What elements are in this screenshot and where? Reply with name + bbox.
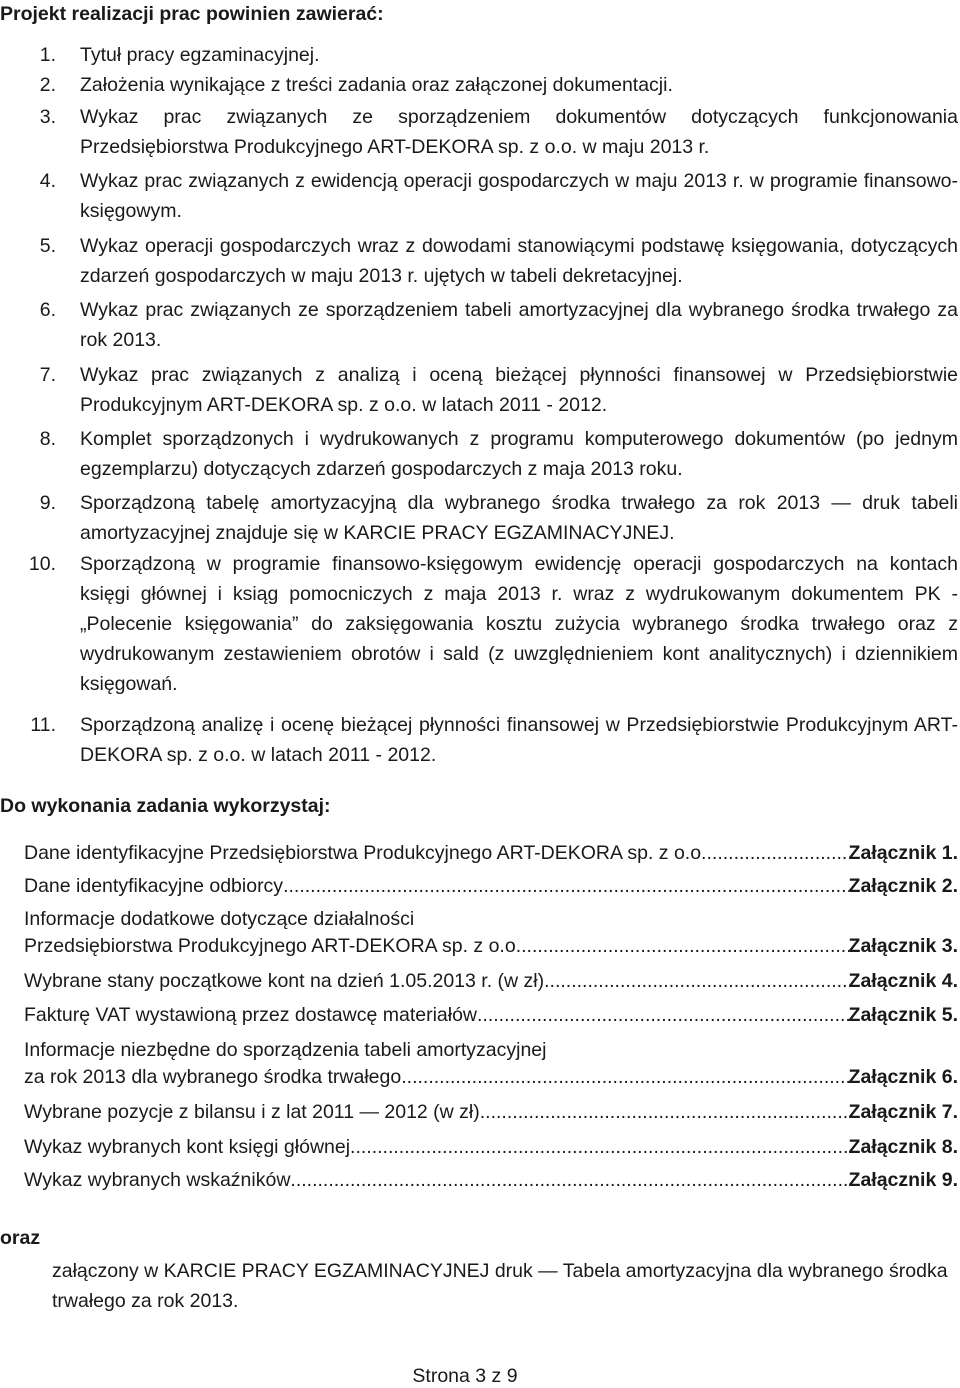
dot-leader bbox=[290, 1165, 848, 1195]
attachment-line bbox=[24, 1000, 958, 1030]
attachment-label: Wybrane pozycje z bilansu i z lat 2011 — 2012 (w zł) bbox=[24, 1101, 480, 1123]
attachment-ref: Załącznik 1. bbox=[848, 842, 958, 864]
attachment-line bbox=[24, 1097, 958, 1127]
list-item bbox=[24, 166, 958, 226]
attachment-ref: Załącznik 4. bbox=[848, 970, 958, 992]
list-number: 2. bbox=[39, 74, 56, 96]
attachment-line bbox=[24, 1132, 958, 1162]
list-number: 11. bbox=[30, 714, 56, 736]
list-text: Sporządzoną w programie finansowo-księgowym ewidencję operacji gospodarczych na kontach księgi głównej i ksiąg pomocniczych z maja 2013 r. wraz z wydrukowanym dokumentem PK - „Polecenie księgowania” do zaksięgowania kosztu zużycia wybranego środka trwałego oraz z wydrukowanym zestawieniem obrotów i sald (z uwzględnieniem kont analitycznych) i dziennikiem księgowań. bbox=[80, 553, 958, 695]
attachment-label: Wybrane stany początkowe kont na dzień 1.05.2013 r. (w zł) bbox=[24, 970, 545, 992]
dot-leader bbox=[283, 871, 848, 901]
attachment-label: Dane identyfikacyjne Przedsiębiorstwa Produkcyjnego ART-DEKORA sp. z o.o. bbox=[24, 842, 707, 864]
attachment-ref: Załącznik 5. bbox=[848, 1004, 958, 1026]
attachment-ref: Załącznik 6. bbox=[848, 1066, 958, 1088]
list-text: Sporządzoną analizę i ocenę bieżącej płynności finansowej w Przedsiębiorstwie Produkcyjnym ART-DEKORA sp. z o.o. w latach 2011 - 2012. bbox=[80, 714, 958, 766]
attachment-label: Wykaz wybranych wskaźników bbox=[24, 1169, 291, 1191]
section-heading-resources: Do wykonania zadania wykorzystaj: bbox=[0, 795, 331, 817]
section-heading-oraz: oraz bbox=[0, 1227, 41, 1249]
attachment-label-prefix: Informacje dodatkowe dotyczące działalności bbox=[24, 908, 415, 930]
attachment-ref: Załącznik 2. bbox=[848, 875, 958, 897]
attachment-ref: Załącznik 8. bbox=[848, 1136, 958, 1158]
list-text: Komplet sporządzonych i wydrukowanych z programu komputerowego dokumentów (po jednym egzemplarzu) dotyczących zdarzeń gospodarczych z maja 2013 roku. bbox=[80, 428, 958, 480]
attachment-ref: Załącznik 7. bbox=[848, 1101, 958, 1123]
list-item bbox=[24, 70, 958, 100]
list-item bbox=[24, 295, 958, 355]
dot-leader bbox=[544, 966, 848, 996]
attachment-line bbox=[24, 966, 958, 996]
dot-leader bbox=[480, 1097, 849, 1127]
list-number: 5. bbox=[39, 235, 56, 257]
attachment-label: Przedsiębiorstwa Produkcyjnego ART-DEKORA sp. z o.o.. bbox=[24, 935, 527, 957]
list-item bbox=[24, 102, 958, 162]
attachment-label: za rok 2013 dla wybranego środka trwałego bbox=[24, 1066, 402, 1088]
list-number: 7. bbox=[39, 364, 56, 386]
attachment-line bbox=[24, 838, 958, 868]
list-text: Wykaz operacji gospodarczych wraz z dowodami stanowiącymi podstawę księgowania, dotyczących zdarzeń gospodarczych w maju 2013 r. ujętych w tabeli dekretacyjnej. bbox=[80, 235, 958, 287]
dot-leader bbox=[401, 1062, 848, 1092]
list-number: 10. bbox=[28, 553, 56, 575]
attachment-ref: Załącznik 3. bbox=[848, 935, 958, 957]
attachment-label-prefix: Informacje niezbędne do sporządzenia tabeli amortyzacyjnej bbox=[24, 1039, 547, 1061]
page-number: Strona 3 z 9 bbox=[412, 1365, 518, 1387]
list-item bbox=[24, 40, 958, 70]
list-item bbox=[24, 424, 958, 484]
attachment-line bbox=[24, 871, 958, 901]
list-item bbox=[24, 549, 958, 699]
list-text: Wykaz prac związanych z analizą i oceną bieżącej płynności finansowej w Przedsiębiorstwie Produkcyjnym ART-DEKORA sp. z o.o. w latach 2011 - 2012. bbox=[80, 364, 958, 416]
dot-leader bbox=[706, 838, 848, 868]
list-number: 8. bbox=[39, 428, 56, 450]
attachment-label: Wykaz wybranych kont księgi głównej bbox=[24, 1136, 351, 1158]
list-number: 4. bbox=[39, 170, 56, 192]
attachment-ref: Załącznik 9. bbox=[848, 1169, 958, 1191]
list-item bbox=[24, 231, 958, 291]
list-number: 3. bbox=[39, 106, 56, 128]
attachment-line bbox=[24, 1165, 958, 1195]
dot-leader bbox=[350, 1132, 848, 1162]
list-item bbox=[24, 488, 958, 548]
list-text: Wykaz prac związanych z ewidencją operacji gospodarczych w maju 2013 r. w programie finansowo-księgowym. bbox=[80, 170, 958, 222]
list-item bbox=[24, 360, 958, 420]
list-text: Wykaz prac związanych ze sporządzeniem dokumentów dotyczących funkcjonowania Przedsiębiorstwa Produkcyjnego ART-DEKORA sp. z o.o. w maju 2013 r. bbox=[80, 106, 958, 158]
list-text: Założenia wynikające z treści zadania oraz załączonej dokumentacji. bbox=[80, 74, 673, 96]
dot-leader bbox=[527, 931, 849, 961]
attachment-line bbox=[24, 931, 958, 961]
list-item bbox=[24, 710, 958, 770]
dot-leader bbox=[477, 1000, 849, 1030]
list-text: Wykaz prac związanych ze sporządzeniem tabeli amortyzacyjnej dla wybranego środka trwałego za rok 2013. bbox=[80, 299, 958, 351]
closing-paragraph: załączony w KARCIE PRACY EGZAMINACYJNEJ druk — Tabela amortyzacyjna dla wybranego środka trwałego za rok 2013. bbox=[52, 1260, 948, 1312]
attachment-label: Dane identyfikacyjne odbiorcy bbox=[24, 875, 284, 897]
attachment-line bbox=[24, 1062, 958, 1092]
list-text: Tytuł pracy egzaminacyjnej. bbox=[80, 44, 320, 66]
list-number: 6. bbox=[39, 299, 56, 321]
list-number: 1. bbox=[39, 44, 56, 66]
list-number: 9. bbox=[39, 492, 56, 514]
attachment-label: Fakturę VAT wystawioną przez dostawcę materiałów bbox=[24, 1004, 478, 1026]
section-heading-requirements: Projekt realizacji prac powinien zawierać: bbox=[0, 3, 384, 25]
list-text: Sporządzoną tabelę amortyzacyjną dla wybranego środka trwałego za rok 2013 — druk tabeli amortyzacyjnej znajduje się w KARCIE PRACY EGZAMINACYJNEJ. bbox=[80, 492, 958, 544]
